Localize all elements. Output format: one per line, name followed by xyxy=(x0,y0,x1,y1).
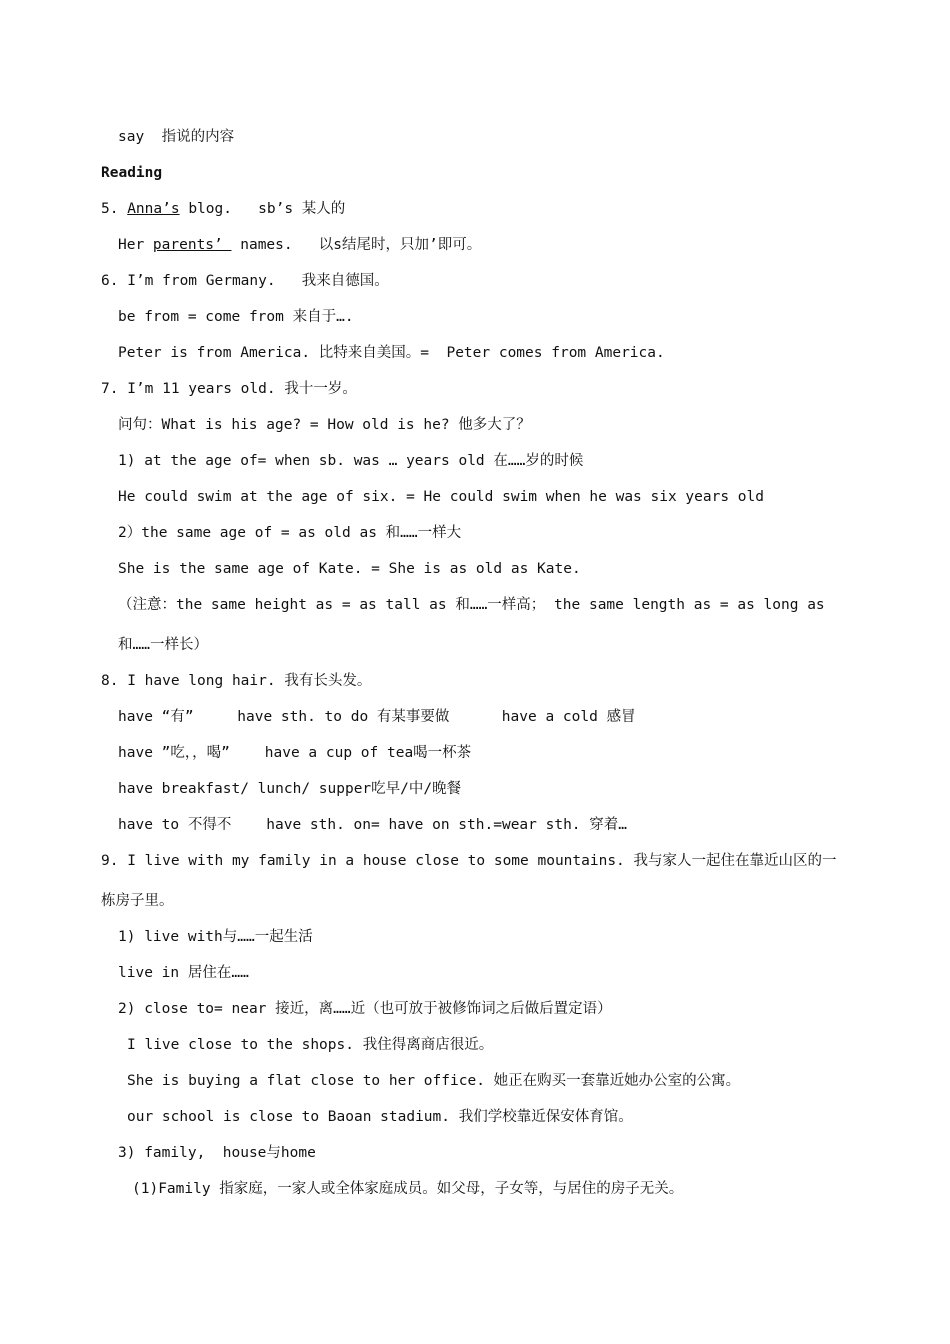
line-parents-names xyxy=(118,235,481,255)
line-item-9-continued: 栋房子里。 xyxy=(101,893,174,909)
line-family-definition: (1)Family 指家庭，一家人或全体家庭成员。如父母，子女等，与居住的房子无关。 xyxy=(132,1181,684,1197)
line-have-meanings: have “有” have sth. to do 有某事要做 have a cold 感冒 xyxy=(118,709,636,725)
line-live-in: live in 居住在…… xyxy=(118,965,249,981)
underlined-parents: parents’ xyxy=(152,237,232,253)
line-item-8: 8. I have long hair. 我有长头发。 xyxy=(101,673,372,689)
line-question-age: 问句：What is his age? = How old is he? 他多大了？ xyxy=(118,417,531,433)
line-swim-example: He could swim at the age of six. = He could swim when he was six years old xyxy=(118,489,765,505)
item-number: 5. xyxy=(101,201,128,217)
line-item-9: 9. I live with my family in a house close to some mountains. 我与家人一起住在靠近山区的一 xyxy=(101,853,837,869)
plural-possessive-note: names. 以s结尾时，只加’即可。 xyxy=(231,237,482,253)
line-say-meaning: say 指说的内容 xyxy=(118,129,235,145)
line-kate-example: She is the same age of Kate. = She is as old as Kate. xyxy=(118,561,581,577)
line-note-height-length: （注意：the same height as = as tall as 和……一样高； the same length as = as long as xyxy=(118,597,825,613)
line-same-age-of: 2）the same age of = as old as 和……一样大 xyxy=(118,525,462,541)
section-heading-reading: Reading xyxy=(101,165,163,181)
underlined-annas: Anna’s xyxy=(127,201,180,217)
line-close-shops: I live close to the shops. 我住得离商店很近。 xyxy=(127,1037,494,1053)
line-peter-america: Peter is from America. 比特来自美国。= Peter comes from America. xyxy=(118,345,665,361)
line-item-7: 7. I’m 11 years old. 我十一岁。 xyxy=(101,381,357,397)
line-have-to: have to 不得不 have sth. on= have on sth.=wear sth. 穿着… xyxy=(118,817,627,833)
text-her: Her xyxy=(118,237,153,253)
line-item-6: 6. I’m from Germany. 我来自德国。 xyxy=(101,273,389,289)
line-item-5 xyxy=(101,199,345,219)
line-at-the-age-of: 1) at the age of= when sb. was … years old 在……岁的时候 xyxy=(118,453,584,469)
line-family-house-home: 3) family, house与home xyxy=(118,1145,316,1161)
line-close-to: 2) close to= near 接近，离……近（也可放于被修饰词之后做后置定语） xyxy=(118,1001,612,1017)
possessive-note: blog. sb’s 某人的 xyxy=(179,201,346,217)
line-flat-office: She is buying a flat close to her office. 她正在购买一套靠近她办公室的公寓。 xyxy=(127,1073,741,1089)
line-school-stadium: our school is close to Baoan stadium. 我们学校靠近保安体育馆。 xyxy=(127,1109,633,1125)
line-have-eat-drink: have ”吃，，喝” have a cup of tea喝一杯茶 xyxy=(118,745,472,761)
line-note-continued: 和……一样长） xyxy=(118,637,208,653)
line-have-meals: have breakfast/ lunch/ supper吃早/中/晚餐 xyxy=(118,781,462,797)
line-live-with: 1) live with与……一起生活 xyxy=(118,929,313,945)
line-be-from: be from = come from 来自于…. xyxy=(118,309,354,325)
